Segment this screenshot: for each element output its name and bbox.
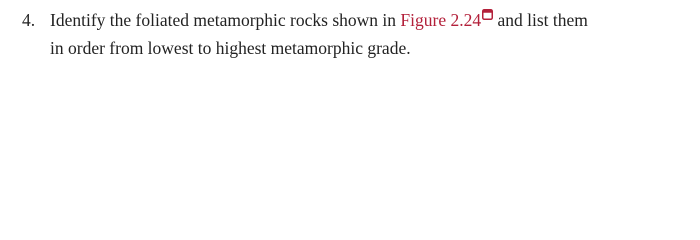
question-line-1 — [22, 6, 692, 34]
question-item — [22, 6, 692, 62]
question-text-end: and list them — [493, 10, 588, 30]
question-text-start: Identify the foliated metamorphic rocks shown in — [50, 10, 401, 30]
figure-link[interactable]: Figure 2.24 — [400, 10, 482, 30]
question-number: 4. — [22, 10, 36, 30]
popup-window-icon[interactable] — [482, 9, 493, 20]
question-line-2: in order from lowest to highest metamorphic grade. — [50, 38, 411, 58]
